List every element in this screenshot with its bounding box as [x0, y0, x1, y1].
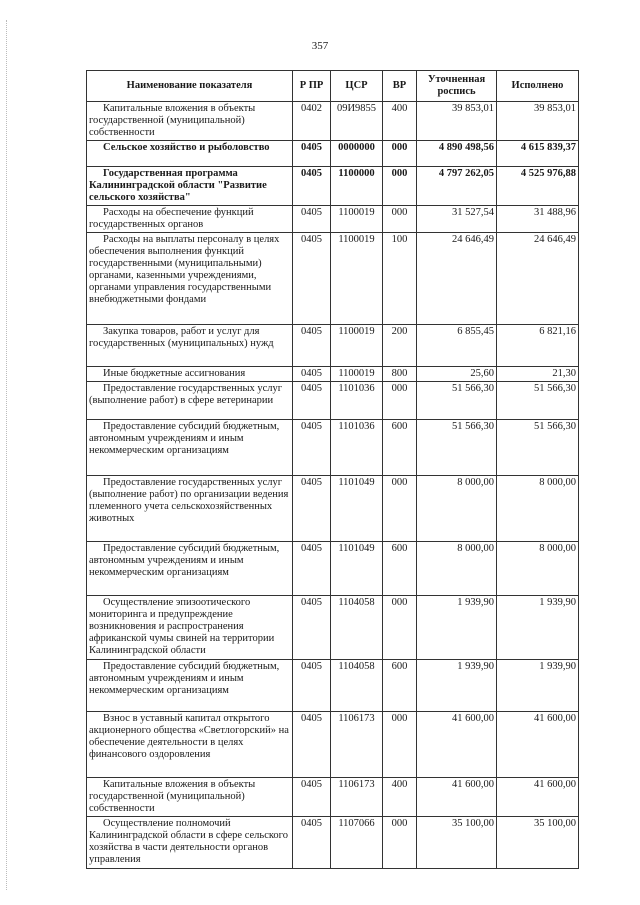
table-row — [87, 420, 579, 476]
row-vr-cell: 000 — [383, 382, 417, 420]
row-csr-cell: 1100000 — [331, 167, 383, 206]
row-plan-cell: 31 527,54 — [417, 206, 497, 233]
row-csr-cell: 1100019 — [331, 206, 383, 233]
row-done-cell: 39 853,01 — [497, 102, 579, 141]
row-rpr-cell: 0405 — [293, 817, 331, 869]
header-csr: ЦСР — [331, 71, 383, 102]
row-vr-cell: 800 — [383, 367, 417, 382]
row-vr-cell: 200 — [383, 325, 417, 367]
row-plan-cell: 41 600,00 — [417, 778, 497, 817]
table-row — [87, 660, 579, 712]
row-plan-cell: 41 600,00 — [417, 712, 497, 778]
row-vr-cell: 000 — [383, 712, 417, 778]
row-vr-cell: 000 — [383, 206, 417, 233]
row-name-cell: Осуществление полномочий Калининградской области в сфере сельского хозяйства в части деятельности органов управления — [87, 817, 293, 869]
row-csr-cell: 1100019 — [331, 325, 383, 367]
row-rpr-cell: 0405 — [293, 712, 331, 778]
header-rpr: Р ПР — [293, 71, 331, 102]
row-vr-cell: 400 — [383, 778, 417, 817]
row-csr-cell: 1101036 — [331, 420, 383, 476]
row-vr-cell: 000 — [383, 476, 417, 542]
row-done-cell: 8 000,00 — [497, 542, 579, 596]
table-body — [87, 102, 579, 869]
row-done-cell: 1 939,90 — [497, 596, 579, 660]
row-csr-cell: 1107066 — [331, 817, 383, 869]
row-rpr-cell: 0405 — [293, 325, 331, 367]
row-csr-cell: 1101049 — [331, 476, 383, 542]
table-row — [87, 712, 579, 778]
row-done-cell: 51 566,30 — [497, 420, 579, 476]
row-done-cell: 41 600,00 — [497, 778, 579, 817]
row-rpr-cell: 0405 — [293, 141, 331, 167]
table-row — [87, 367, 579, 382]
row-done-cell: 51 566,30 — [497, 382, 579, 420]
header-done: Исполнено — [497, 71, 579, 102]
row-csr-cell: 1104058 — [331, 660, 383, 712]
row-plan-cell: 51 566,30 — [417, 420, 497, 476]
row-rpr-cell: 0405 — [293, 476, 331, 542]
row-vr-cell: 100 — [383, 233, 417, 325]
header-name: Наименование показателя — [87, 71, 293, 102]
row-vr-cell: 000 — [383, 596, 417, 660]
table-row — [87, 206, 579, 233]
table-header-row — [87, 71, 579, 102]
table-row — [87, 102, 579, 141]
row-csr-cell: 1104058 — [331, 596, 383, 660]
row-name-cell: Сельское хозяйство и рыболовство — [87, 141, 293, 167]
row-name-cell: Предоставление государственных услуг (выполнение работ) по организации ведения племенного учета сельскохозяйственных животных — [87, 476, 293, 542]
row-plan-cell: 1 939,90 — [417, 596, 497, 660]
row-done-cell: 24 646,49 — [497, 233, 579, 325]
row-vr-cell: 600 — [383, 420, 417, 476]
row-vr-cell: 600 — [383, 542, 417, 596]
table-row — [87, 382, 579, 420]
margin-dotted-line — [6, 20, 7, 890]
row-rpr-cell: 0405 — [293, 167, 331, 206]
row-csr-cell: 1100019 — [331, 367, 383, 382]
row-done-cell: 1 939,90 — [497, 660, 579, 712]
row-done-cell: 4 525 976,88 — [497, 167, 579, 206]
table-row — [87, 325, 579, 367]
header-vr: ВР — [383, 71, 417, 102]
row-name-cell: Предоставление субсидий бюджетным, автономным учреждениям и иным некоммерческим организациям — [87, 420, 293, 476]
row-plan-cell: 4 890 498,56 — [417, 141, 497, 167]
row-rpr-cell: 0405 — [293, 542, 331, 596]
row-done-cell: 21,30 — [497, 367, 579, 382]
row-name-cell: Предоставление субсидий бюджетным, автономным учреждениям и иным некоммерческим организациям — [87, 660, 293, 712]
row-name-cell: Осуществление эпизоотического мониторинга и предупреждение возникновения и распространения африканской чумы свиней на территории Калининградской области — [87, 596, 293, 660]
row-rpr-cell: 0405 — [293, 233, 331, 325]
row-plan-cell: 1 939,90 — [417, 660, 497, 712]
row-csr-cell: 1106173 — [331, 712, 383, 778]
row-rpr-cell: 0405 — [293, 420, 331, 476]
row-plan-cell: 51 566,30 — [417, 382, 497, 420]
row-vr-cell: 600 — [383, 660, 417, 712]
row-rpr-cell: 0405 — [293, 778, 331, 817]
row-name-cell: Капитальные вложения в объекты государственной (муниципальной) собственности — [87, 778, 293, 817]
row-plan-cell: 8 000,00 — [417, 542, 497, 596]
row-rpr-cell: 0405 — [293, 382, 331, 420]
table-row — [87, 778, 579, 817]
row-vr-cell: 000 — [383, 141, 417, 167]
row-rpr-cell: 0405 — [293, 367, 331, 382]
row-plan-cell: 35 100,00 — [417, 817, 497, 869]
row-plan-cell: 39 853,01 — [417, 102, 497, 141]
row-done-cell: 6 821,16 — [497, 325, 579, 367]
row-plan-cell: 24 646,49 — [417, 233, 497, 325]
row-name-cell: Расходы на выплаты персоналу в целях обеспечения выполнения функций государственными (муниципальными) органами, казенными учреждениями, органами управления государственными внебюджетными фондами — [87, 233, 293, 325]
row-plan-cell: 6 855,45 — [417, 325, 497, 367]
row-done-cell: 41 600,00 — [497, 712, 579, 778]
row-rpr-cell: 0405 — [293, 660, 331, 712]
row-name-cell: Предоставление государственных услуг (выполнение работ) в сфере ветеринарии — [87, 382, 293, 420]
row-vr-cell: 000 — [383, 817, 417, 869]
row-vr-cell: 400 — [383, 102, 417, 141]
page-number: 357 — [311, 40, 329, 52]
row-csr-cell: 1101036 — [331, 382, 383, 420]
header-plan: Уточненная роспись — [417, 71, 497, 102]
table-row — [87, 542, 579, 596]
row-rpr-cell: 0405 — [293, 596, 331, 660]
row-done-cell: 31 488,96 — [497, 206, 579, 233]
row-name-cell: Расходы на обеспечение функций государственных органов — [87, 206, 293, 233]
table-row — [87, 141, 579, 167]
row-plan-cell: 4 797 262,05 — [417, 167, 497, 206]
row-csr-cell: 09И9855 — [331, 102, 383, 141]
row-plan-cell: 8 000,00 — [417, 476, 497, 542]
table-row — [87, 167, 579, 206]
row-rpr-cell: 0405 — [293, 206, 331, 233]
row-vr-cell: 000 — [383, 167, 417, 206]
row-name-cell: Государственная программа Калининградской области "Развитие сельского хозяйства" — [87, 167, 293, 206]
row-plan-cell: 25,60 — [417, 367, 497, 382]
table-row — [87, 476, 579, 542]
row-name-cell: Предоставление субсидий бюджетным, автономным учреждениям и иным некоммерческим организациям — [87, 542, 293, 596]
table-row — [87, 233, 579, 325]
row-name-cell: Капитальные вложения в объекты государственной (муниципальной) собственности — [87, 102, 293, 141]
row-csr-cell: 1106173 — [331, 778, 383, 817]
row-csr-cell: 1100019 — [331, 233, 383, 325]
table-row — [87, 596, 579, 660]
row-csr-cell: 0000000 — [331, 141, 383, 167]
row-name-cell: Иные бюджетные ассигнования — [87, 367, 293, 382]
table-row — [87, 817, 579, 869]
row-done-cell: 8 000,00 — [497, 476, 579, 542]
row-done-cell: 35 100,00 — [497, 817, 579, 869]
row-rpr-cell: 0402 — [293, 102, 331, 141]
row-done-cell: 4 615 839,37 — [497, 141, 579, 167]
row-name-cell: Взнос в уставный капитал открытого акционерного общества «Светлогорский» на обеспечение деятельности в целях финансового оздоровления — [87, 712, 293, 778]
budget-table — [86, 70, 579, 869]
row-name-cell: Закупка товаров, работ и услуг для государственных (муниципальных) нужд — [87, 325, 293, 367]
row-csr-cell: 1101049 — [331, 542, 383, 596]
